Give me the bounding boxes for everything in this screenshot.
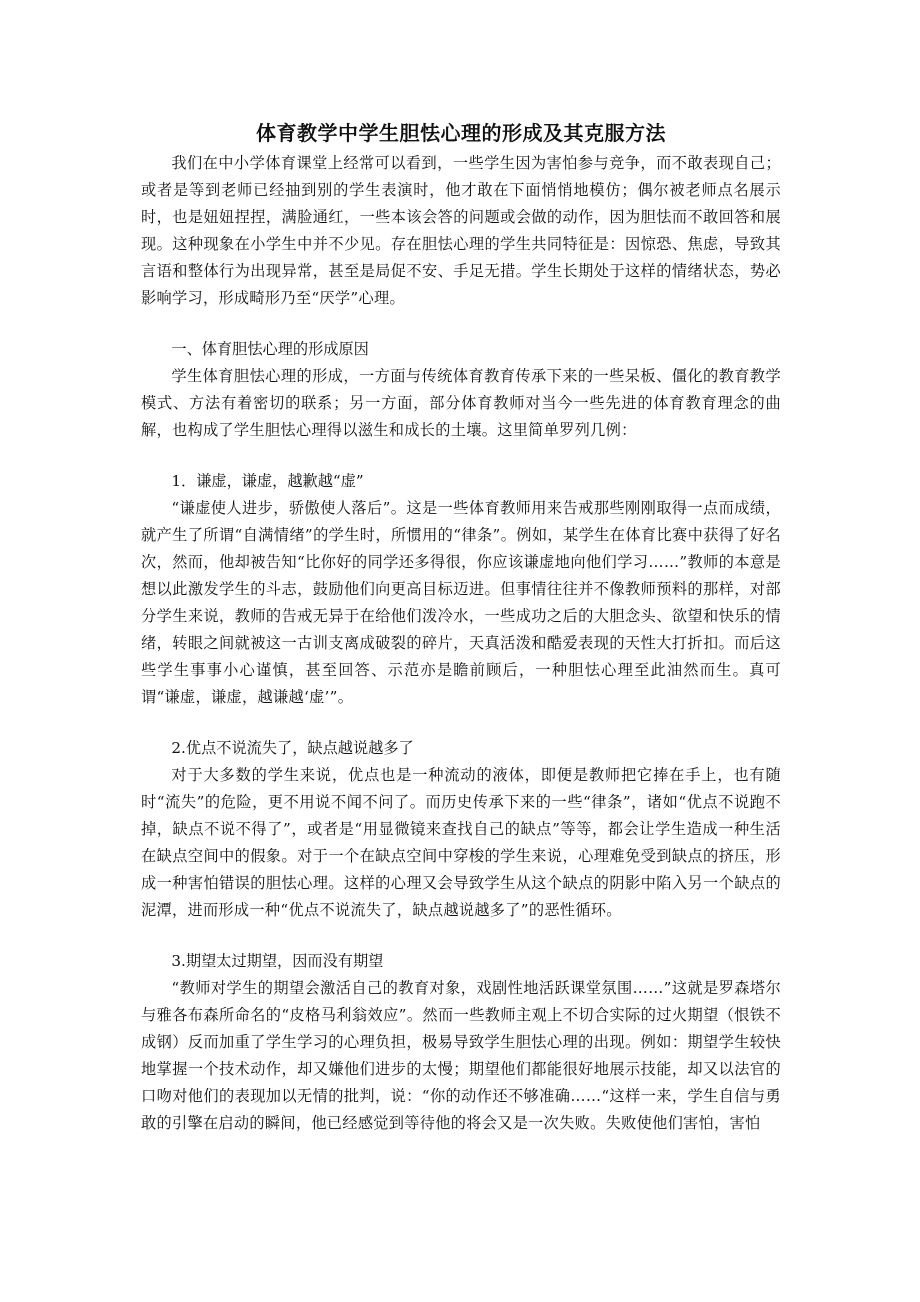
point1-paragraph: “谦虚使人进步，骄傲使人落后”。这是一些体育教师用来告戒那些刚刚取得一点而成绩，就产生了所谓“自满情绪”的学生时，所惯用的“律条”。例如，某学生在体育比赛中获得了好名次，然而，他却被告知“比你好的同学还多得很，你应该谦虚地向他们学习……”教师的本意是想以此激发学生的斗志，鼓励他们向更高目标迈进。但事情往往并不像教师预料的那样，对部分学生来说，教师的告戒无异于在给他们泼冷水，一些成功之后的大胆念头、欲望和快乐的情绪，转眼之间就被这一古训支离成破裂的碎片，天真活泼和酷爱表现的天性大打折扣。而后这些学生事事小心谨慎，甚至回答、示范亦是瞻前顾后，一种胆怯心理至此油然而生。真可谓“谦虚，谦虚，越谦越‘虚’”。 [141,499,781,706]
paragraph-spacer [141,711,781,735]
point2-paragraph: 对于大多数的学生来说，优点也是一种流动的液体，即便是教师把它捧在手上，也有随时“流失”的危险，更不用说不闻不问了。而历史传承下来的一些“律条”，诸如“优点不说跑不掉，缺点不说不得了”，或者是“用显微镜来查找自己的缺点”等等，都会让学生造成一种生活在缺点空间中的假象。对于一个在缺点空间中穿梭的学生来说，心理难免受到缺点的挤压，形成一种害怕错误的胆怯心理。这样的心理又会导致学生从这个缺点的阴影中陷入另一个缺点的泥潭，进而形成一种“优点不说流失了，缺点越说越多了”的恶性循环。 [141,766,781,919]
section1-paragraph: 学生体育胆怯心理的形成，一方面与传统体育教育传承下来的一些呆板、僵化的教育教学模式、方法有着密切的联系；另一方面，部分体育教师对当今一些先进的体育教育理念的曲解，也构成了学生胆怯心理得以滋生和成长的土壤。这里简单罗列几例： [141,367,781,439]
point2-heading: 2.优点不说流失了，缺点越说越多了 [171,739,414,757]
section1-heading: 一、体育胆怯心理的形成原因 [171,340,369,358]
paragraph-spacer [141,312,781,336]
paragraph-spacer [141,444,781,468]
point3-paragraph: “教师对学生的期望会激活自己的教育对象，戏剧性地活跃课堂氛围……”这就是罗森塔尔与雅各布森所命名的“皮格马利翁效应”。然而一些教师主观上不切合实际的过火期望（恨铁不成钢）反而加重了学生学习的心理负担，极易导致学生胆怯心理的出现。例如：期望学生较快地掌握一个技术动作，却又嫌他们进步的太慢；期望他们都能很好地展示技能，却又以法官的口吻对他们的表现加以无情的批判，说：“你的动作还不够准确……“这样一来，学生自信与勇敢的引擎在启动的瞬间，他已经感觉到等待他的将会又是一次失败。失败使他们害怕，害怕 [141,979,781,1132]
point1-heading: 1．谦虚，谦虚，越歉越“虚” [171,472,364,490]
document-page [141,118,781,1137]
intro-paragraph: 我们在中小学体育课堂上经常可以看到，一些学生因为害怕参与竞争，而不敢表现自己；或者是等到老师已经抽到别的学生表演时，他才敢在下面悄悄地模仿；偶尔被老师点名展示时，也是妞妞捏捏，满脸通红，一些本该会答的问题或会做的动作，因为胆怯而不敢回答和展现。这种现象在小学生中并不少见。存在胆怯心理的学生共同特征是：因惊恐、焦虑，导致其言语和整体行为出现异常，甚至是局促不安、手足无措。学生长期处于这样的情绪状态，势必影响学习，形成畸形乃至“厌学”心理。 [141,154,781,307]
point3-heading: 3.期望太过期望，因而没有期望 [171,952,384,970]
document-title: 体育教学中学生胆怯心理的形成及其克服方法 [256,121,666,145]
paragraph-spacer [141,924,781,948]
